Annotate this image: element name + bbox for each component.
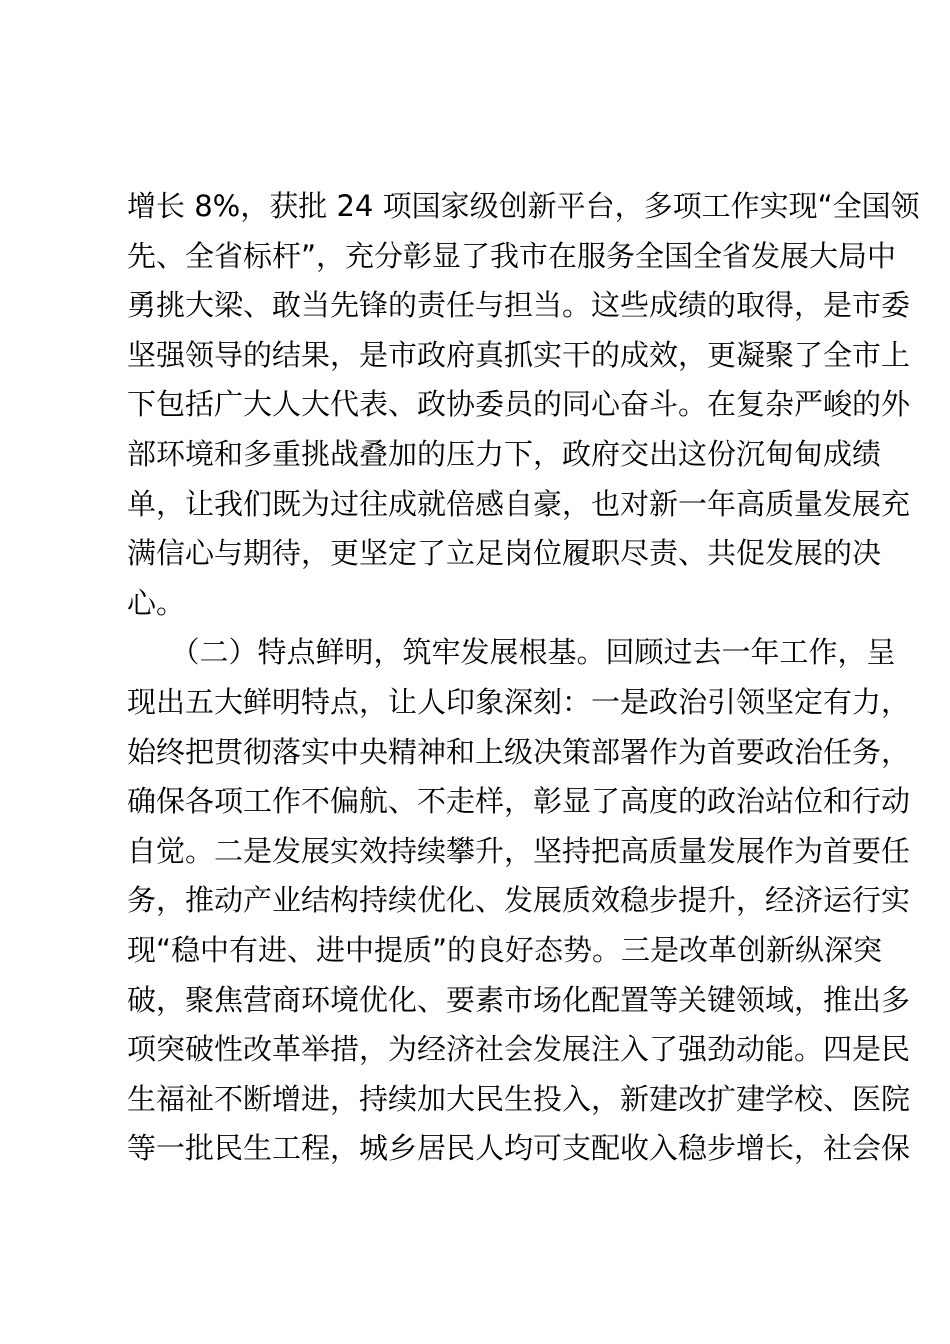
text-line: 单，让我们既为过往成就倍感自豪，也对新一年高质量发展充 <box>127 486 911 521</box>
text-line: 满信心与期待，更坚定了立足岗位履职尽责、共促发展的决 <box>127 536 882 571</box>
text-line: 现“稳中有进、进中提质”的良好态势。三是改革创新纵深突 <box>127 932 883 967</box>
text-line: 项突破性改革举措，为经济社会发展注入了强劲动能。四是民 <box>127 1032 911 1067</box>
text-line: 勇挑大梁、敢当先锋的责任与担当。这些成绩的取得，是市委 <box>127 288 911 323</box>
text-line: 始终把贯彻落实中央精神和上级决策部署作为首要政治任务， <box>127 734 911 769</box>
text-line: 务，推动产业结构持续优化、发展质效稳步提升，经济运行实 <box>127 883 911 918</box>
text-line: 现出五大鲜明特点，让人印象深刻：一是政治引领坚定有力， <box>127 684 911 719</box>
text-line-paragraph-end: 心。 <box>127 585 186 620</box>
text-line: 先、全省标杆”，充分彰显了我市在服务全国全省发展大局中 <box>127 238 897 273</box>
document-page <box>127 182 920 1174</box>
text-line: 生福祉不断增进，持续加大民生投入，新建改扩建学校、医院 <box>127 1081 911 1116</box>
text-line: 破，聚焦营商环境优化、要素市场化配置等关键领域，推出多 <box>127 982 911 1017</box>
text-line: 增长 8%，获批 24 项国家级创新平台，多项工作实现“全国领 <box>127 189 920 223</box>
text-line: 下包括广大人大代表、政协委员的同心奋斗。在复杂严峻的外 <box>127 387 911 422</box>
text-line: 确保各项工作不偏航、不走样，彰显了高度的政治站位和行动 <box>127 784 911 819</box>
text-line: 等一批民生工程，城乡居民人均可支配收入稳步增长，社会保 <box>127 1131 911 1166</box>
section-heading-line: （二）特点鲜明，筑牢发展根基。回顾过去一年工作，呈 <box>127 635 896 670</box>
text-line: 部环境和多重挑战叠加的压力下，政府交出这份沉甸甸成绩 <box>127 436 882 471</box>
text-line: 坚强领导的结果，是市政府真抓实干的成效，更凝聚了全市上 <box>127 337 911 372</box>
text-line: 自觉。二是发展实效持续攀升，坚持把高质量发展作为首要任 <box>127 833 911 868</box>
